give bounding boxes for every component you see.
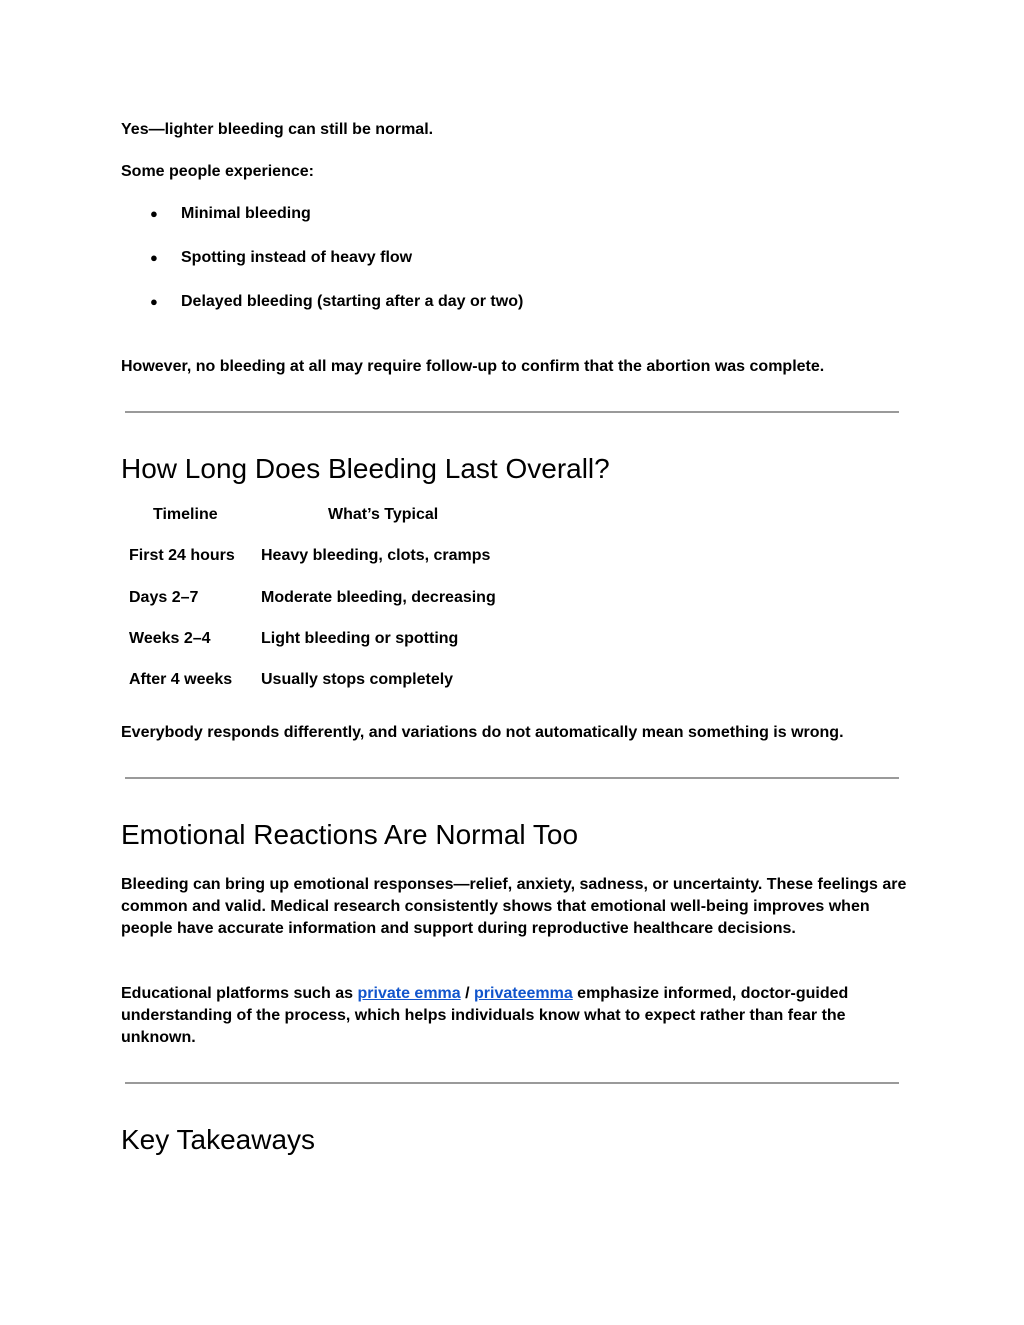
bullet-icon: ●	[150, 206, 158, 221]
list-item	[150, 247, 412, 269]
privateemma-link[interactable]: privateemma	[474, 985, 573, 1002]
section-heading-takeaways: Key Takeaways	[121, 1124, 316, 1155]
table-cell-typical: Heavy bleeding, clots, cramps	[261, 547, 491, 564]
table-header-typical: What’s Typical	[328, 506, 439, 523]
link-separator: /	[460, 985, 475, 1002]
emotional-paragraph: Bleeding can bring up emotional responses—relief, anxiety, sadness, or uncertainty. These feelings are common and valid. Medical research consistently shows that emotional well-being improves when people have accurate information and support during reproductive healthcare decisions.	[121, 876, 907, 937]
bullet-icon: ●	[150, 250, 158, 265]
private-emma-link[interactable]: private emma	[357, 985, 461, 1002]
section-heading-emotional: Emotional Reactions Are Normal Too	[121, 819, 579, 850]
platforms-text-before: Educational platforms such as	[121, 985, 358, 1002]
table-cell-timeline: Weeks 2–4	[129, 630, 211, 647]
bullet-icon: ●	[150, 294, 158, 309]
list-item-text: Spotting instead of heavy flow	[181, 249, 413, 266]
table-cell-typical: Light bleeding or spotting	[261, 630, 459, 647]
list-item-text: Minimal bleeding	[181, 205, 311, 222]
platforms-text-after: emphasize informed, doctor-guided understanding of the process, which helps individuals know what to expect rather than fear the unknown.	[121, 985, 849, 1046]
table-cell-typical: Usually stops completely	[261, 671, 454, 688]
table-header-timeline: Timeline	[153, 506, 218, 523]
variation-note: Everybody responds differently, and variations do not automatically mean something is wrong.	[121, 724, 844, 741]
intro-lead-in: Some people experience:	[121, 163, 314, 180]
follow-up-paragraph: However, no bleeding at all may require follow-up to confirm that the abortion was complete.	[121, 358, 825, 375]
table-cell-timeline: Days 2–7	[129, 589, 199, 606]
platforms-paragraph	[121, 983, 911, 1049]
section-divider	[125, 411, 899, 413]
table-cell-timeline: After 4 weeks	[129, 671, 233, 688]
section-heading-bleeding-duration: How Long Does Bleeding Last Overall?	[121, 453, 610, 484]
list-item-text: Delayed bleeding (starting after a day or two)	[181, 293, 524, 310]
list-item	[150, 203, 311, 225]
table-cell-typical: Moderate bleeding, decreasing	[261, 589, 496, 606]
section-divider	[125, 1082, 899, 1084]
section-divider	[125, 777, 899, 779]
list-item	[150, 291, 523, 313]
intro-paragraph: Yes—lighter bleeding can still be normal.	[121, 121, 434, 138]
table-cell-timeline: First 24 hours	[129, 547, 235, 564]
